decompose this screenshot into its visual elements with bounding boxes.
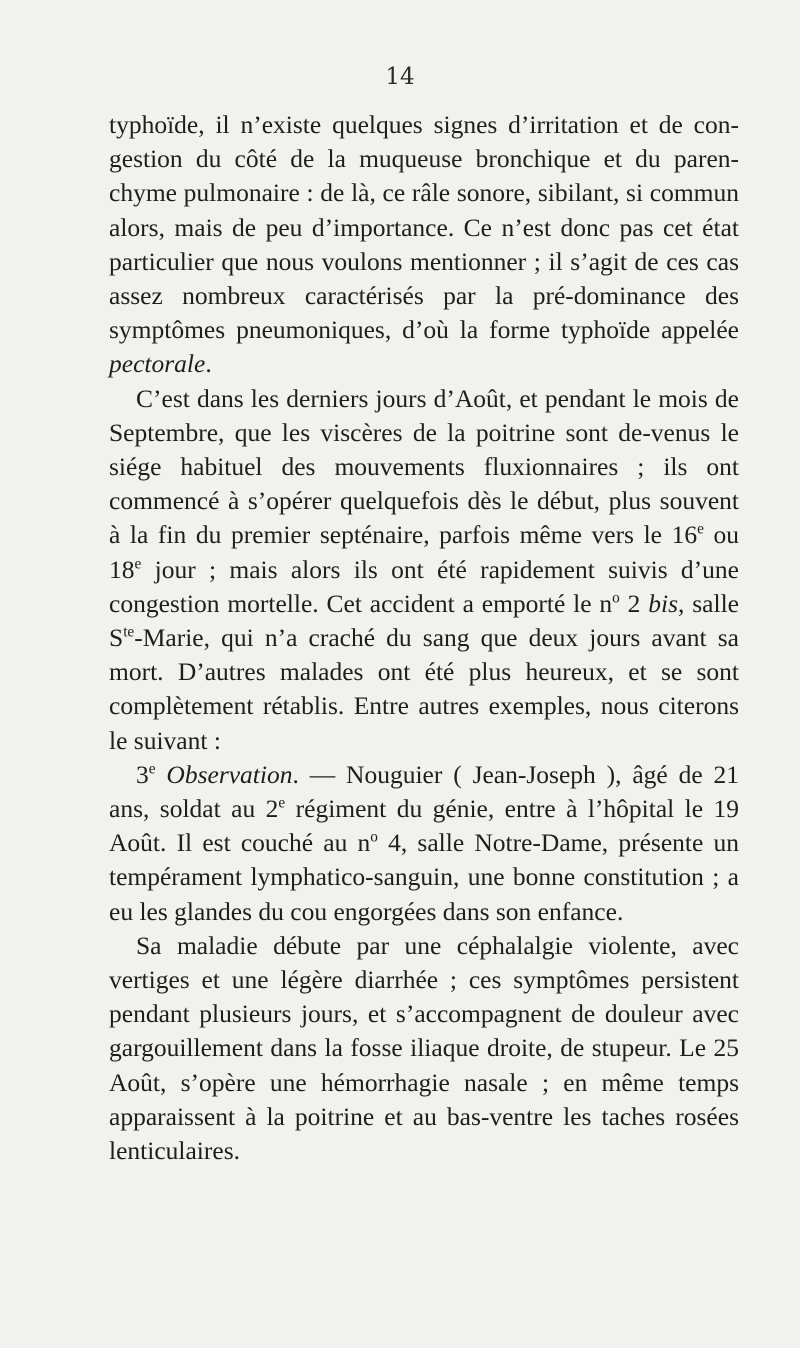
text-run: . bbox=[205, 349, 212, 379]
text-run: 4, salle Notre-Dame, présente un tempérament lymphatico-sanguin, une bonne constitution ; a eu les glandes du cou engorgées dans son enfance. bbox=[109, 828, 739, 926]
text-run bbox=[156, 760, 167, 789]
text-run: -Marie, qui n’a craché du sang que deux jours avant sa mort. D’autres malades ont été plus heureux, et se sont complètement rétablis. Entre autres exemples, nous citerons le suivant : bbox=[109, 623, 739, 755]
text-run: typhoïde, il n’existe quelques signes d’irritation et de con-gestion du côté de la muqueuse bronchique et du paren-chyme pulmonaire : de là, ce râle sonore, sibilant, si commun alors, mais de peu d’importance. Ce n’est donc pas cet état particulier que nous voulons mentionner ; il s’agit de ces cas assez nombreux caractérisés par la pré-dominance des symptômes pneumoniques, d’où la forme typhoïde appelée bbox=[109, 110, 739, 345]
page-number: 14 bbox=[385, 64, 415, 90]
paragraph-observation-3 bbox=[109, 758, 739, 929]
superscript-text: o bbox=[612, 589, 620, 607]
superscript-text: e bbox=[697, 520, 704, 538]
paragraph-pulmonary-fluxion bbox=[109, 382, 739, 758]
text-run: ou 18 bbox=[109, 520, 739, 584]
superscript-text: o bbox=[370, 828, 378, 846]
italic-text: Observation bbox=[166, 759, 293, 789]
text-run: 3 bbox=[136, 759, 149, 789]
superscript-text: e bbox=[148, 760, 156, 778]
paragraph-continuation bbox=[109, 108, 739, 382]
body-text bbox=[109, 108, 739, 1168]
text-run: Sa maladie débute par une céphalalgie violente, avec vertiges et une légère diarrhée ; ces symptômes persistent pendant plusieurs jours, et s’accompagnent de douleur avec gargouillement dans la fosse iliaque droite, de stupeur. Le 25 Août, s’opère une hémorrhagie nasale ; en même temps apparaissent à la poitrine et au bas-ventre les taches rosées lenticulaires. bbox=[109, 930, 739, 1166]
text-run: 2 bbox=[619, 588, 649, 618]
text-run: jour ; mais alors ils ont été rapidement suivis d’une congestion mortelle. Cet accident a emporté le n bbox=[109, 554, 739, 618]
italic-text: bis bbox=[648, 588, 679, 618]
italic-text: pectorale bbox=[109, 349, 206, 379]
paragraph-disease-onset bbox=[109, 929, 739, 1168]
text-run: C’est dans les derniers jours d’Août, et pendant le mois de Septembre, que les viscères de la poitrine sont de-venus le siége habituel des mouvements fluxionnaires ; ils ont commencé à s’opérer quelquefois dès le début, plus souvent à la fin du premier septénaire, parfois même vers le 16 bbox=[109, 383, 739, 550]
text-run: . — Nouguier ( Jean-Joseph ), âgé de 21 ans, soldat au 2 bbox=[109, 759, 740, 824]
text-run: régiment du génie, entre à l’hôpital le 19 Août. Il est couché au n bbox=[109, 794, 739, 858]
superscript-text: te bbox=[123, 623, 135, 641]
superscript-text: e bbox=[134, 555, 142, 573]
superscript-text: e bbox=[278, 794, 286, 812]
text-run: , salle S bbox=[109, 588, 739, 653]
